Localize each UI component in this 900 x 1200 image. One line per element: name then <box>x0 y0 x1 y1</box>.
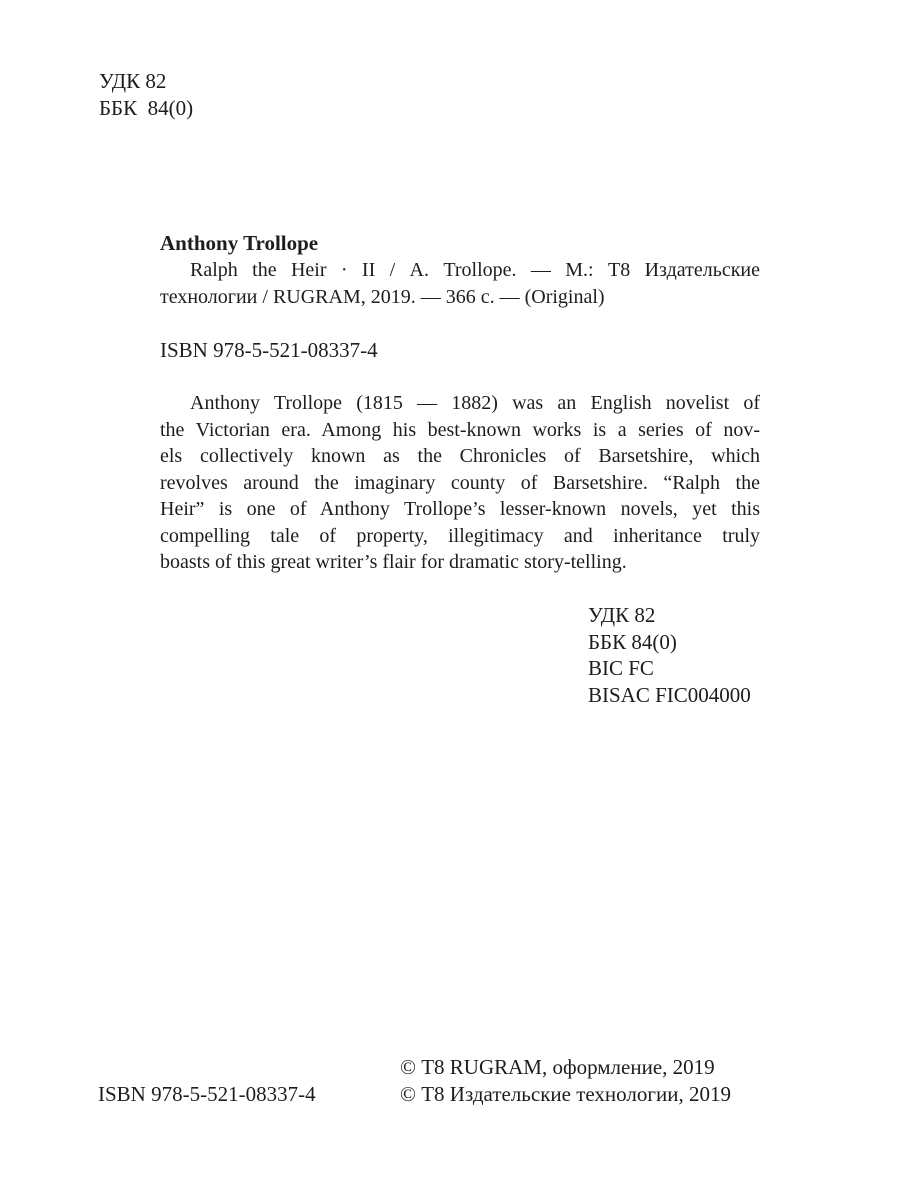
citation-line: Ralph the Heir · II / А. Trollope. — М.: Т8 Издательские <box>190 259 760 281</box>
udk-code: УДК 82 <box>99 69 167 93</box>
annotation-line: els collectively known as the Chronicles of Barsetshire, which <box>160 445 760 467</box>
citation-line: технологии / RUGRAM, 2019. — 366 с. — (Original) <box>160 286 605 308</box>
annotation-paragraph <box>160 390 760 576</box>
annotation-line: Anthony Trollope (1815 — 1882) was an English novelist of <box>190 392 760 414</box>
copyright-design-line: © Т8 RUGRAM, оформление, 2019 <box>400 1055 715 1079</box>
bisac-code: BISAC FIC004000 <box>588 682 751 707</box>
bbk-code: ББК 84(0) <box>99 96 194 120</box>
classification-codes-block <box>588 602 751 708</box>
udk-code-right: УДК 82 <box>588 603 656 627</box>
annotation-line: boasts of this great writer’s flair for dramatic story-telling. <box>160 551 627 573</box>
copyright-block <box>400 1054 731 1108</box>
annotation-line: revolves around the imaginary county of Barsetshire. “Ralph the <box>160 471 760 494</box>
citation-block <box>160 230 760 311</box>
author-name: Anthony Trollope <box>160 231 319 255</box>
annotation-line: compelling tale of property, illegitimacy and inheritance truly <box>160 524 760 547</box>
bic-code: BIC FC <box>588 656 654 680</box>
annotation-line: Heir” is one of Anthony Trollope’s lesser-known novels, yet this <box>160 498 760 520</box>
isbn-top: ISBN 978-5-521-08337-4 <box>160 338 378 362</box>
annotation-line: the Victorian era. Among his best-known works is a series of nov- <box>160 418 760 441</box>
copyright-tech-line: © Т8 Издательские технологии, 2019 <box>400 1082 731 1106</box>
top-codes-block <box>99 68 193 122</box>
isbn-bottom: ISBN 978-5-521-08337-4 <box>98 1082 316 1106</box>
bbk-code-right: ББК 84(0) <box>588 629 677 654</box>
